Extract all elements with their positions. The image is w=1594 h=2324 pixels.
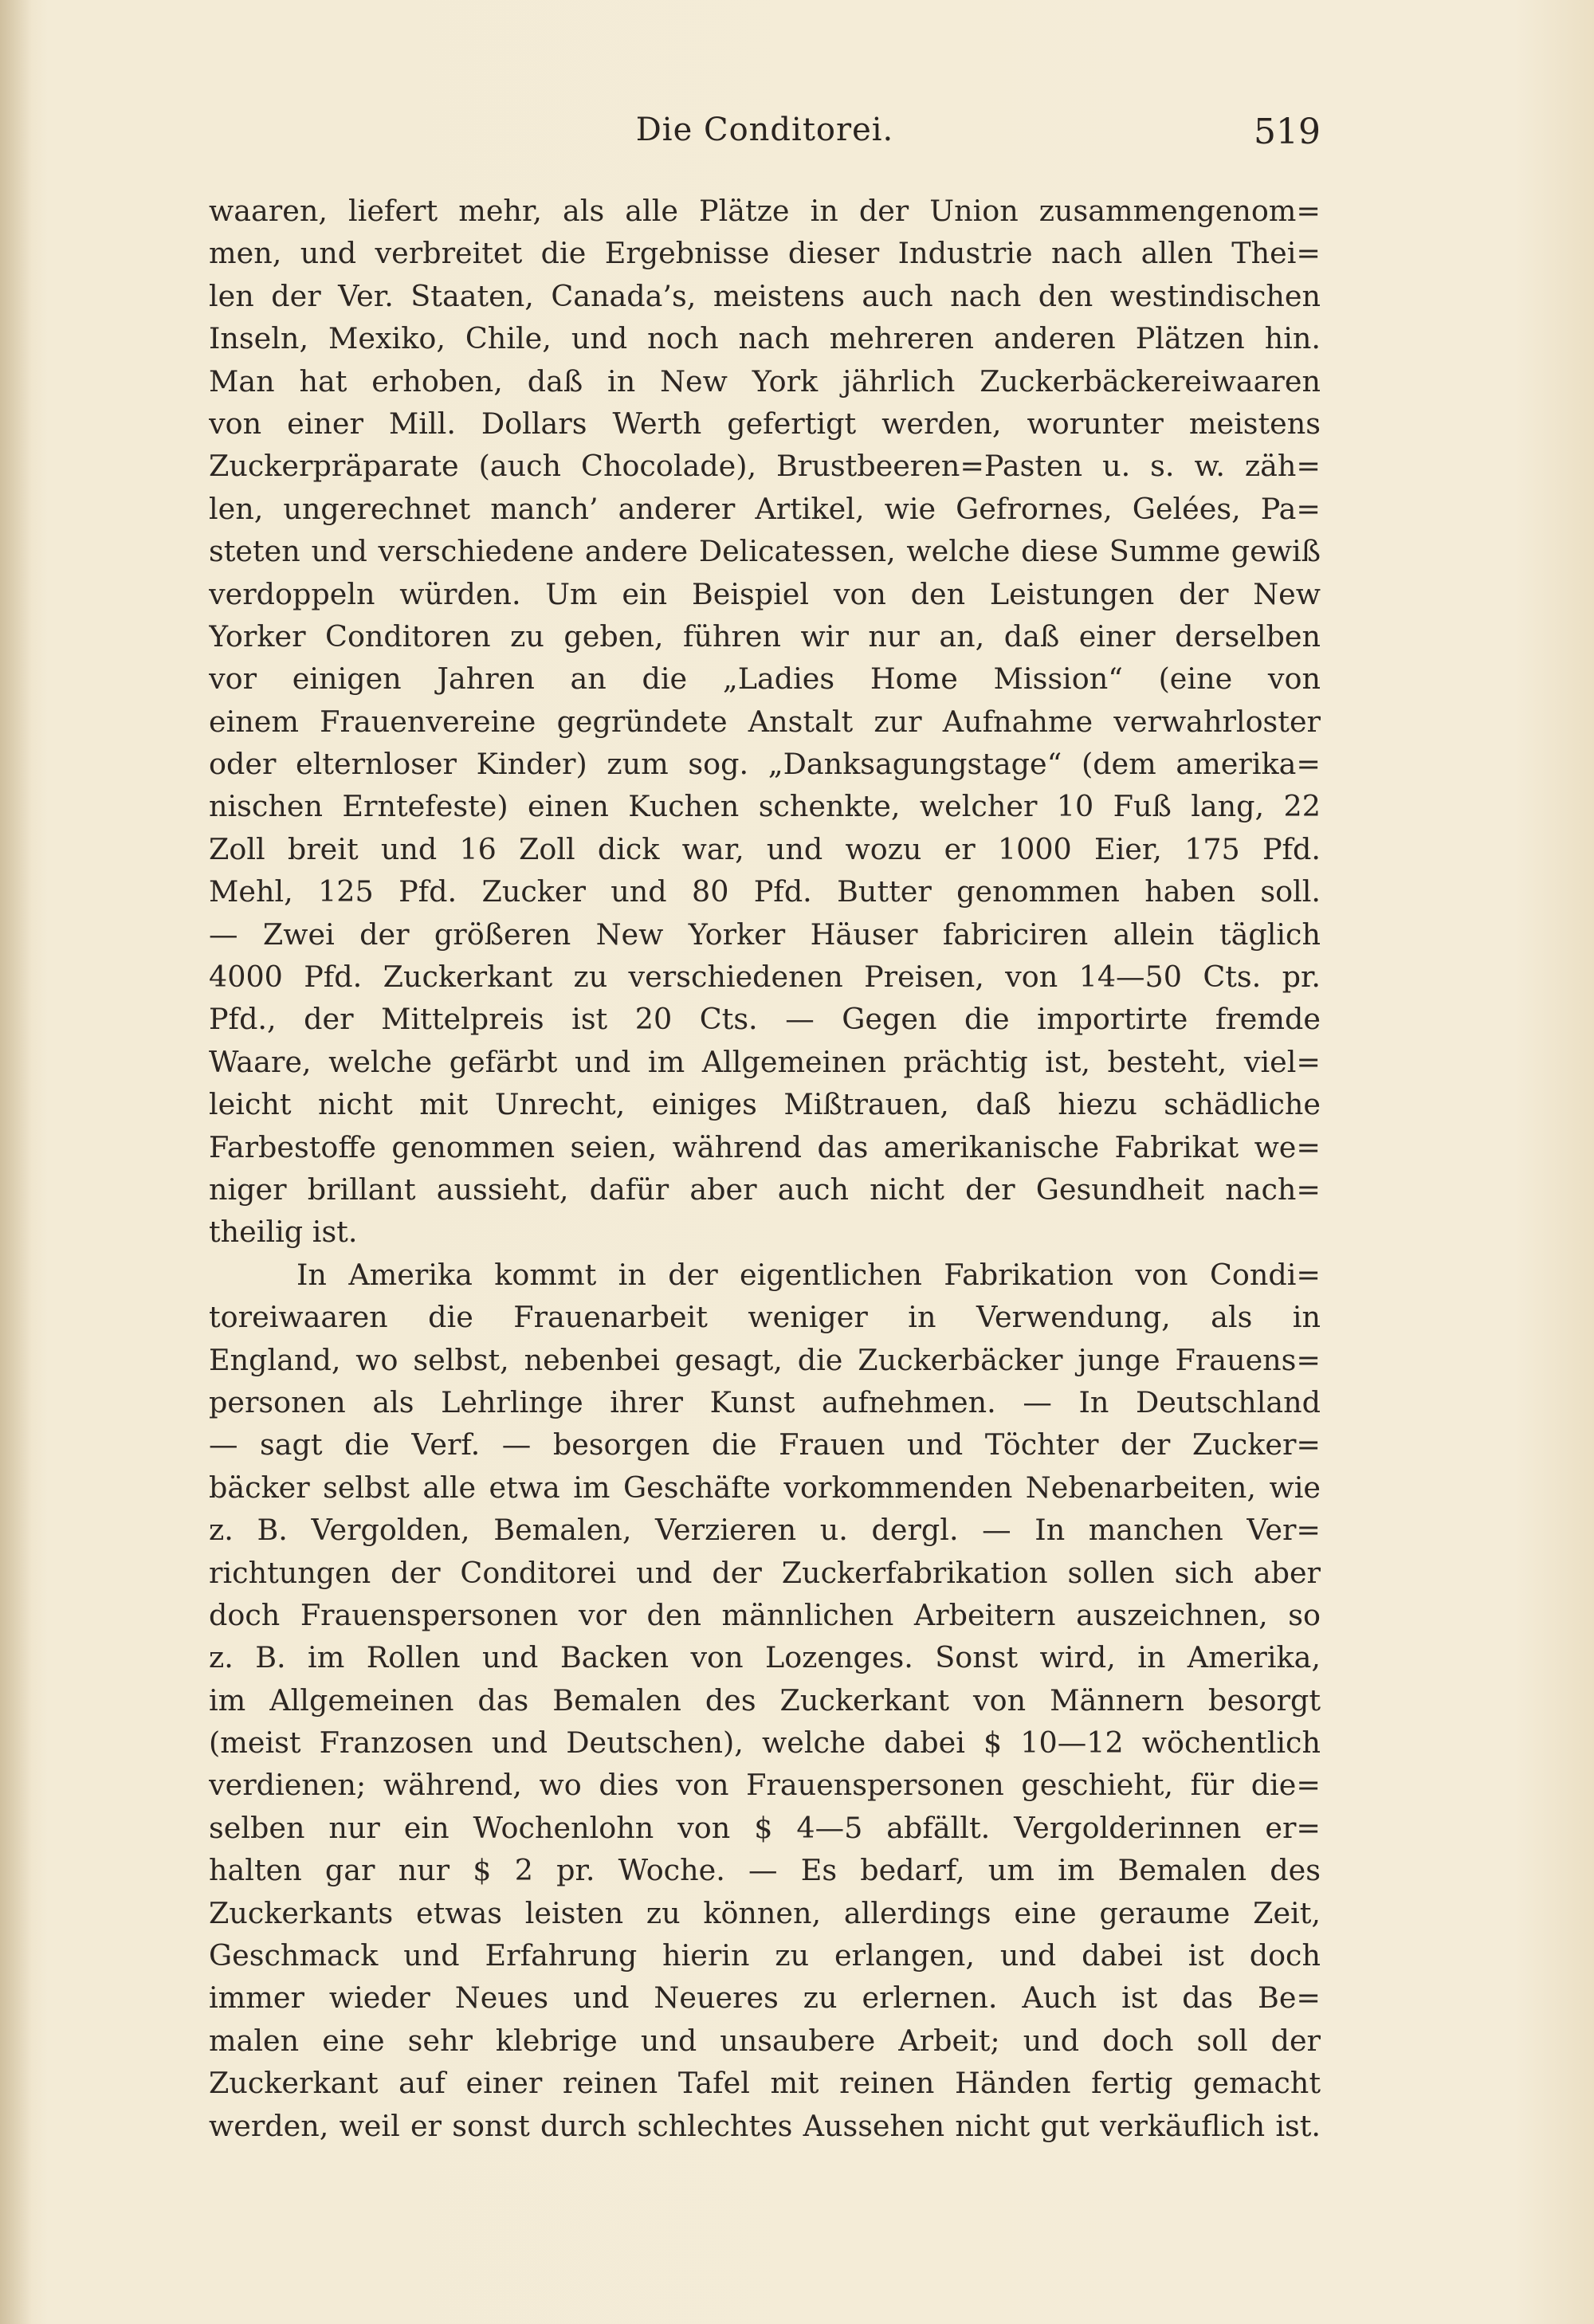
text-line: niger brillant aussieht, dafür aber auch nicht der Gesundheit nach= — [209, 1172, 1321, 1207]
text-line: verdoppeln würden. Um ein Beispiel von den Leistungen der New — [209, 576, 1321, 611]
text-line: In Amerika kommt in der eigentlichen Fabrikation von Condi= — [296, 1257, 1321, 1292]
text-line: Zuckerpräparate (auch Chocolade), Brustbeeren=Pasten u. s. w. zäh= — [209, 449, 1321, 484]
text-line: Zuckerkants etwas leisten zu können, allerdings eine geraume Zeit, — [209, 1895, 1321, 1930]
text-line: doch Frauenspersonen vor den männlichen Arbeitern auszeichnen, so — [209, 1597, 1321, 1632]
text-line: personen als Lehrlinge ihrer Kunst aufnehmen. — In Deutschland — [209, 1384, 1321, 1419]
text-line: England, wo selbst, nebenbei gesagt, die Zuckerbäcker junge Frauens= — [209, 1342, 1321, 1377]
text-line: einem Frauenvereine gegründete Anstalt zur Aufnahme verwahrloster — [209, 704, 1321, 739]
gutter-shadow — [0, 0, 32, 2324]
text-line: 4000 Pfd. Zuckerkant zu verschiedenen Preisen, von 14—50 Cts. pr. — [209, 960, 1321, 995]
paragraph-1 — [209, 190, 1321, 1254]
text-line: oder elternloser Kinder) zum sog. „Danksagungstage“ (dem amerika= — [209, 747, 1321, 782]
page-number: 519 — [1254, 112, 1321, 152]
text-line: — sagt die Verf. — besorgen die Frauen und Töchter der Zucker= — [209, 1427, 1321, 1462]
text-line: len der Ver. Staaten, Canada’s, meistens auch nach den westindischen — [209, 278, 1321, 313]
text-line: Farbestoffe genommen seien, während das amerikanische Fabrikat we= — [209, 1129, 1321, 1164]
text-line: immer wieder Neues und Neueres zu erlernen. Auch ist das Be= — [209, 1981, 1321, 2016]
page-header — [209, 112, 1321, 159]
text-line: werden, weil er sonst durch schlechtes Aussehen nicht gut verkäuflich ist. — [209, 2108, 1321, 2143]
text-line: Geschmack und Erfahrung hierin zu erlangen, und dabei ist doch — [209, 1938, 1321, 1973]
text-line: toreiwaaren die Frauenarbeit weniger in Verwendung, als in — [209, 1300, 1321, 1335]
running-title: Die Conditorei. — [635, 112, 894, 148]
text-line: richtungen der Conditorei und der Zuckerfabrikation sollen sich aber — [209, 1555, 1321, 1590]
text-line: Zuckerkant auf einer reinen Tafel mit reinen Händen fertig gemacht — [209, 2066, 1321, 2101]
text-line: z. B. Vergolden, Bemalen, Verzieren u. dergl. — In manchen Ver= — [209, 1513, 1321, 1548]
text-line: len, ungerechnet manch’ anderer Artikel, wie Gefrornes, Gelées, Pa= — [209, 491, 1321, 526]
text-line: verdienen; während, wo dies von Frauenspersonen geschieht, für die= — [209, 1768, 1321, 1803]
body-text — [209, 190, 1321, 2147]
text-line: Waare, welche gefärbt und im Allgemeinen prächtig ist, besteht, viel= — [209, 1044, 1321, 1079]
text-line: selben nur ein Wochenlohn von $ 4—5 abfällt. Vergolderinnen er= — [209, 1810, 1321, 1845]
text-line: Yorker Conditoren zu geben, führen wir nur an, daß einer derselben — [209, 618, 1321, 654]
text-line: Zoll breit und 16 Zoll dick war, und wozu er 1000 Eier, 175 Pfd. — [209, 831, 1321, 866]
text-line: malen eine sehr klebrige und unsaubere Arbeit; und doch soll der — [209, 2023, 1321, 2058]
text-line: leicht nicht mit Unrecht, einiges Mißtrauen, daß hiezu schädliche — [209, 1087, 1321, 1122]
text-line: z. B. im Rollen und Backen von Lozenges. Sonst wird, in Amerika, — [209, 1640, 1321, 1675]
text-line: bäcker selbst alle etwa im Geschäfte vorkommenden Nebenarbeiten, wie — [209, 1470, 1321, 1505]
text-line: men, und verbreitet die Ergebnisse dieser Industrie nach allen Thei= — [209, 236, 1321, 271]
text-line: waaren, liefert mehr, als alle Plätze in der Union zusammengenom= — [209, 194, 1321, 228]
text-line: vor einigen Jahren an die „Ladies Home Mission“ (eine von — [209, 661, 1321, 697]
text-line: steten und verschiedene andere Delicatessen, welche diese Summe gewiß — [209, 534, 1321, 569]
text-line: (meist Franzosen und Deutschen), welche dabei $ 10—12 wöchentlich — [209, 1725, 1321, 1761]
text-line: — Zwei der größeren New Yorker Häuser fabriciren allein täglich — [209, 917, 1321, 952]
text-line: halten gar nur $ 2 pr. Woche. — Es bedarf, um im Bemalen des — [209, 1853, 1321, 1888]
text-line: theilig ist. — [209, 1215, 358, 1250]
paragraph-2 — [209, 1254, 1321, 2147]
text-line: von einer Mill. Dollars Werth gefertigt werden, worunter meistens — [209, 406, 1321, 441]
text-line: im Allgemeinen das Bemalen des Zuckerkant von Männern besorgt — [209, 1682, 1321, 1717]
text-line: Pfd., der Mittelpreis ist 20 Cts. — Gegen die importirte fremde — [209, 1002, 1321, 1037]
text-line: Man hat erhoben, daß in New York jährlich Zuckerbäckereiwaaren — [209, 363, 1321, 398]
text-line: nischen Erntefeste) einen Kuchen schenkte, welcher 10 Fuß lang, 22 — [209, 789, 1321, 824]
text-line: Mehl, 125 Pfd. Zucker und 80 Pfd. Butter genommen haben soll. — [209, 874, 1321, 909]
text-line: Inseln, Mexiko, Chile, und noch nach mehreren anderen Plätzen hin. — [209, 321, 1321, 356]
